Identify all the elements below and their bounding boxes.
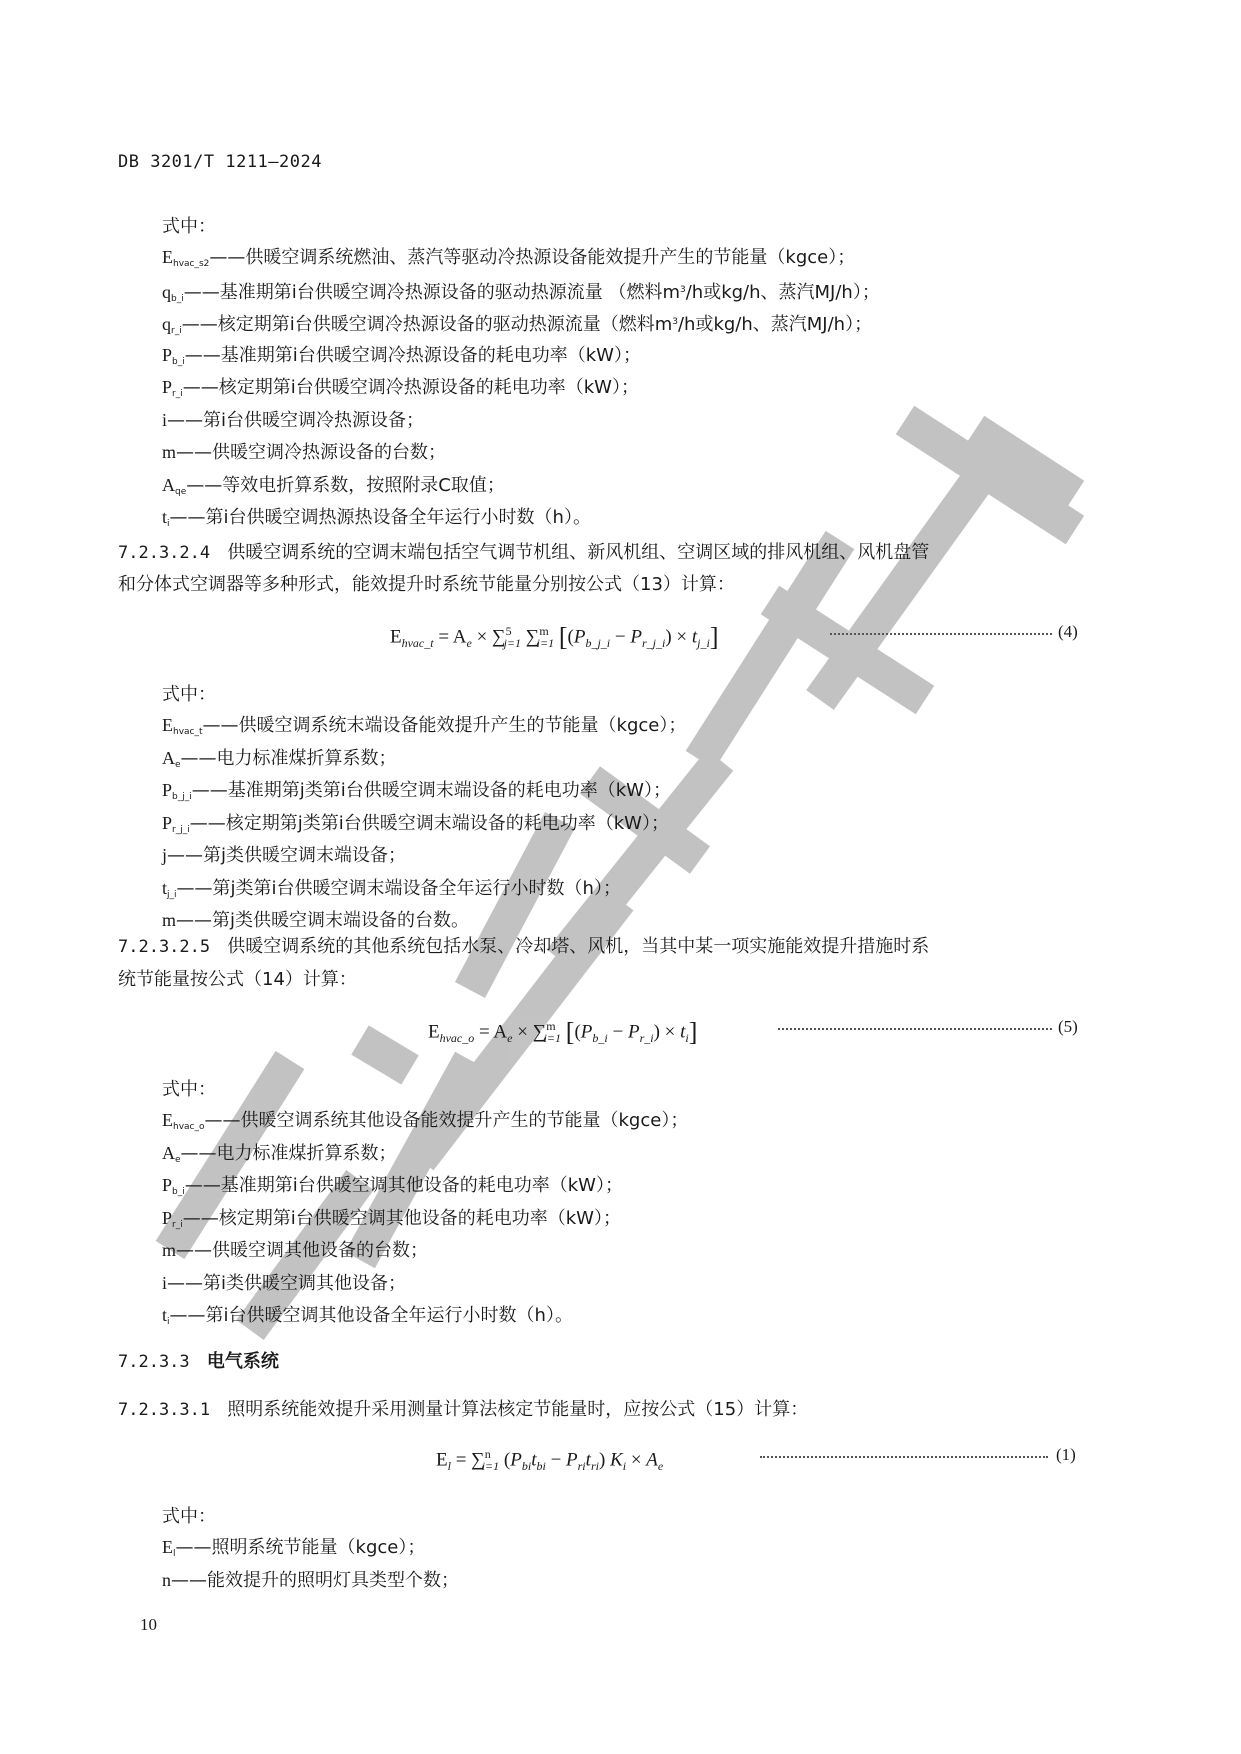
- clause-text: 照明系统能效提升采用测量计算法核定节能量时，应按公式（15）计算：: [227, 1399, 809, 1420]
- definition-symbol: P: [162, 780, 173, 800]
- definition-subscript: e: [175, 1154, 181, 1165]
- definition-superscript: 3: [679, 284, 686, 295]
- definition-symbol: m: [162, 442, 177, 462]
- page-number: 10: [140, 1615, 157, 1634]
- where-label: 式中：: [162, 216, 216, 237]
- equation-leader: [778, 1028, 1052, 1030]
- definition-item: [162, 1108, 688, 1139]
- definition-text: ——第i台供暖空调热源热设备全年运行小时数（h）。: [169, 507, 591, 528]
- clause-number: 7.2.3.3.1: [118, 1400, 211, 1420]
- clause-7-2-3-3-1: [118, 1398, 808, 1422]
- clause-text-line2: 和分体式空调器等多种形式，能效提升时系统节能量分别按公式（13）计算：: [118, 574, 735, 595]
- definition-item: [162, 245, 855, 276]
- definition-item: [162, 1173, 623, 1204]
- definition-symbol: E: [162, 247, 173, 267]
- equation-1: $E_l = \sum^n_{i=1}$ $(P_{bi}t_{bi} - P_{ri}t_{ri}) K_i \times A_e$: [436, 1447, 664, 1474]
- definition-subscript: r_i: [171, 326, 182, 336]
- clause-text-line1: 供暖空调系统的其他系统包括水泵、冷却塔、风机，当其中某一项实施能效提升措施时系: [227, 936, 930, 957]
- definition-subscript: b_i: [171, 293, 184, 304]
- definition-item: [162, 1535, 425, 1566]
- where-label: 式中：: [162, 684, 216, 705]
- definition-symbol: E: [162, 1537, 173, 1557]
- definition-symbol: j: [162, 845, 168, 865]
- definition-text: ——供暖空调系统末端设备能效提升产生的节能量（kgce）；: [202, 715, 687, 736]
- definition-subscript: b_i: [172, 1187, 185, 1197]
- definition-item: [162, 1206, 621, 1237]
- definition-subscript: i: [167, 519, 170, 529]
- equation-number: (5): [1058, 1017, 1078, 1036]
- definition-text: ——核定期第i台供暖空调其他设备的耗电功率（kW）；: [182, 1207, 621, 1229]
- definition-text: ——供暖空调冷热源设备的台数；: [176, 442, 447, 463]
- definition-text-tail: /h或kg/h、蒸汽MJ/h）；: [677, 314, 873, 335]
- definition-item: [162, 1271, 406, 1296]
- definition-item: [162, 408, 424, 433]
- equation-4: $E_{hvac\_t} = A_e \times \sum^5_{j=1}$ ∑$^m_{i=1}$ $[(P_{b\_j\_i} - P_{r\_j\_i}) \times t_{j\_i}]$: [390, 622, 719, 652]
- clause-title: 电气系统: [206, 1351, 279, 1372]
- definition-text: ——供暖空调其他设备的台数；: [176, 1240, 429, 1261]
- definition-symbol: m: [162, 910, 177, 930]
- clause-7-2-3-3: [118, 1350, 279, 1374]
- definition-item: [162, 505, 591, 536]
- definition-text: ——第j类供暖空调末端设备的台数。: [176, 910, 470, 931]
- definition-text: ——基准期第i台供暖空调冷热源设备的驱动热源流量 （燃料m: [183, 281, 680, 303]
- definition-symbol: P: [162, 1175, 173, 1195]
- definition-text: ——电力标准煤折算系数；: [180, 1142, 397, 1164]
- definition-subscript: r_i: [172, 389, 183, 399]
- definition-text: ——照明系统节能量（kgce）；: [175, 1537, 426, 1558]
- definition-symbol: P: [162, 812, 173, 833]
- definition-symbol: i: [162, 409, 168, 430]
- definition-symbol: P: [162, 377, 173, 397]
- equation-leader: [760, 1456, 1048, 1458]
- clause-text-line1: 供暖空调系统的空调末端包括空气调节机组、新风机组、空调区域的排风机组、风机盘管: [227, 542, 930, 563]
- definition-subscript: i: [167, 1317, 170, 1327]
- definition-symbol: P: [162, 1207, 173, 1228]
- definition-item: [162, 1238, 428, 1263]
- definition-text: ——能效提升的照明灯具类型个数；: [171, 1569, 459, 1591]
- clause-number: 7.2.3.3: [118, 1352, 190, 1372]
- definition-item: [162, 843, 406, 868]
- definition-subscript: hvac_s2: [173, 259, 210, 269]
- definition-item: [162, 473, 505, 504]
- clause-7-2-3-2-5: [118, 935, 929, 959]
- equation-number: (4): [1058, 622, 1078, 641]
- definition-item: [162, 440, 446, 465]
- equation-leader: [830, 633, 1052, 635]
- definition-symbol: t: [162, 877, 168, 898]
- definition-subscript: l: [173, 1549, 176, 1559]
- clause-text-line2: 统节能量按公式（14）计算：: [118, 969, 357, 990]
- where-label: 式中：: [162, 1506, 216, 1527]
- definition-text: ——供暖空调系统其他设备能效提升产生的节能量（kgce）；: [204, 1110, 689, 1131]
- definition-subscript: b_i: [172, 356, 185, 367]
- definition-item: [162, 778, 671, 809]
- definition-symbol: q: [162, 314, 171, 334]
- definition-item: [162, 343, 641, 374]
- definition-item: [162, 876, 621, 907]
- definition-text: ——基准期第j类第i台供暖空调末端设备的耗电功率（kW）；: [191, 780, 671, 801]
- definition-item: [162, 310, 872, 343]
- definition-text: ——供暖空调系统燃油、蒸汽等驱动冷热源设备能效提升产生的节能量（kgce）；: [209, 247, 856, 268]
- definition-item: [162, 811, 669, 842]
- definition-item: [162, 1141, 397, 1172]
- definition-symbol: t: [162, 1305, 168, 1325]
- definition-text: ——基准期第i台供暖空调其他设备的耗电功率（kW）；: [184, 1175, 623, 1196]
- definition-subscript: b_j_i: [172, 792, 192, 802]
- definition-item: [162, 278, 880, 311]
- definition-item: [162, 908, 469, 933]
- clause-number: 7.2.3.2.5: [118, 937, 211, 957]
- document-code: DB 3201/T 1211—2024: [118, 152, 322, 172]
- definition-text: ——第i台供暖空调其他设备全年运行小时数（h）。: [169, 1305, 573, 1326]
- definition-text: ——核定期第i台供暖空调冷热源设备的耗电功率（kW）；: [182, 377, 639, 398]
- equation-5: $E_{hvac\_o} = A_e \times \sum^m_{i=1}$ $[(P_{b\_i} - P_{r\_i}) \times t_i]$: [428, 1017, 698, 1047]
- definition-text: ——电力标准煤折算系数；: [180, 747, 397, 769]
- definition-item: [162, 1568, 459, 1593]
- definition-symbol: A: [162, 1142, 175, 1163]
- definition-text: ——第i台供暖空调冷热源设备；: [167, 409, 425, 431]
- definition-subscript: j_i: [167, 889, 177, 900]
- definition-text: ——基准期第i台供暖空调冷热源设备的耗电功率（kW）；: [184, 344, 641, 366]
- definition-text: ——第i类供暖空调其他设备；: [167, 1272, 407, 1294]
- definition-symbol: t: [162, 507, 168, 527]
- clause-number: 7.2.3.2.4: [118, 543, 211, 563]
- definition-item: [162, 375, 639, 406]
- definition-item: [162, 1303, 573, 1334]
- definition-text: ——核定期第i台供暖空调冷热源设备的驱动热源流量（燃料m: [181, 314, 673, 335]
- definition-subscript: qe: [175, 486, 187, 497]
- definition-symbol: n: [162, 1569, 171, 1590]
- definition-superscript: 3: [672, 317, 678, 327]
- definition-subscript: e: [175, 759, 181, 770]
- definition-text-tail: /h或kg/h、蒸汽MJ/h）；: [685, 281, 880, 303]
- definition-subscript: r_j_i: [172, 824, 190, 835]
- definition-symbol: E: [162, 1110, 173, 1130]
- definition-subscript: hvac_o: [173, 1122, 205, 1132]
- definition-item: [162, 713, 686, 744]
- definition-symbol: m: [162, 1240, 177, 1260]
- definition-text: ——第j类第i台供暖空调末端设备全年运行小时数（h）；: [176, 877, 621, 899]
- definition-text: ——核定期第j类第i台供暖空调末端设备的耗电功率（kW）；: [189, 812, 669, 834]
- clause-7-2-3-2-4: [118, 541, 929, 565]
- equation-number: (1): [1056, 1445, 1076, 1464]
- definition-text: ——等效电折算系数，按照附录C取值；: [186, 474, 505, 496]
- definition-symbol: i: [162, 1272, 168, 1293]
- definition-item: [162, 746, 397, 777]
- definition-symbol: P: [162, 344, 173, 365]
- definition-symbol: q: [162, 281, 171, 302]
- definition-text: ——第j类供暖空调末端设备；: [167, 845, 407, 866]
- where-label: 式中：: [162, 1079, 216, 1100]
- definition-symbol: A: [162, 474, 175, 495]
- definition-subscript: hvac_t: [173, 727, 203, 737]
- definition-subscript: r_i: [172, 1219, 183, 1230]
- definition-symbol: A: [162, 747, 175, 768]
- definition-symbol: E: [162, 715, 173, 735]
